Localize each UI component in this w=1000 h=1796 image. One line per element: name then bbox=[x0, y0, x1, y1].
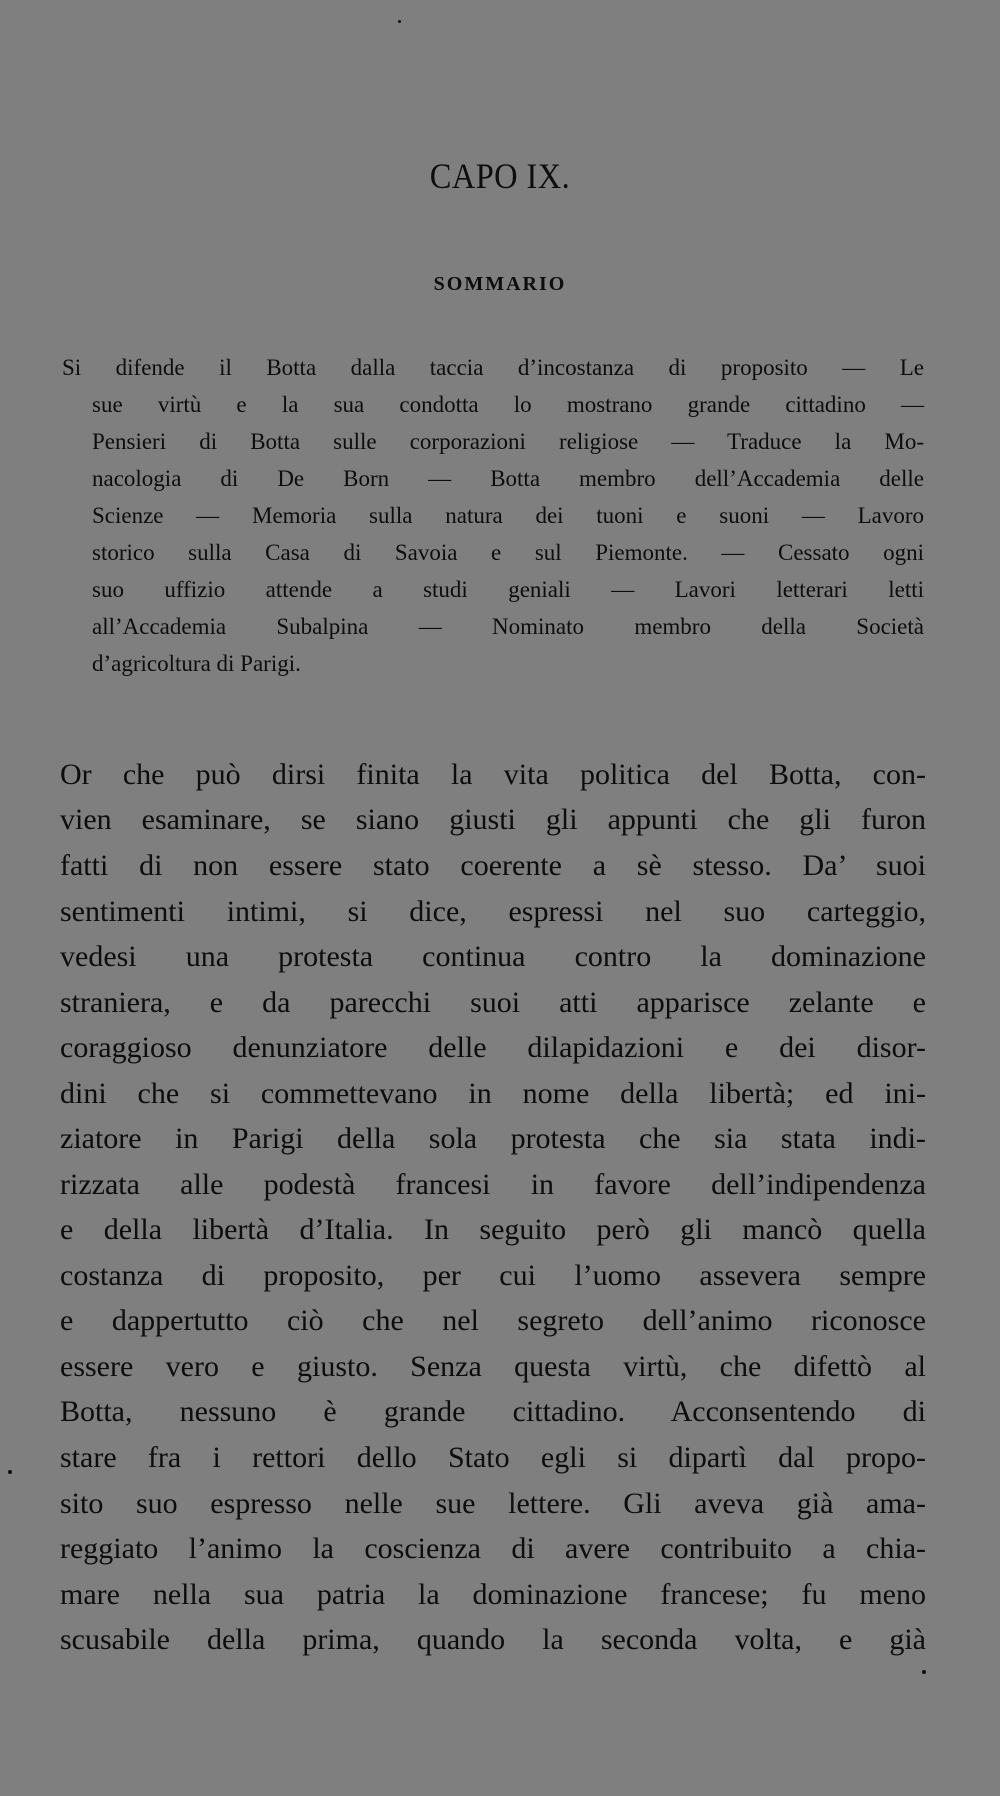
body-line: straniera, e da parecchi suoi atti apparisce zelante e bbox=[60, 986, 926, 1019]
body-line: sito suo espresso nelle sue lettere. Gli aveva già ama- bbox=[60, 1487, 926, 1520]
body-line: Or che può dirsi finita la vita politica del Botta, con- bbox=[60, 758, 926, 791]
body-line: essere vero e giusto. Senza questa virtù, che difettò al bbox=[60, 1350, 926, 1383]
summary-line: Scienze — Memoria sulla natura dei tuoni e suoni — Lavoro bbox=[92, 503, 924, 528]
summary-line: storico sulla Casa di Savoia e sul Piemonte. — Cessato ogni bbox=[92, 540, 924, 565]
body-line: e della libertà d’Italia. In seguito però gli mancò quella bbox=[60, 1213, 926, 1246]
body-line: e dappertutto ciò che nel segreto dell’animo riconosce bbox=[60, 1304, 926, 1337]
body-line: fatti di non essere stato coerente a sè stesso. Da’ suoi bbox=[60, 849, 926, 882]
body-line: mare nella sua patria la dominazione francese; fu meno bbox=[60, 1578, 926, 1611]
summary-line: all’Accademia Subalpina — Nominato membro della Società bbox=[92, 614, 924, 639]
summary-line: Pensieri di Botta sulle corporazioni religiose — Traduce la Mo- bbox=[92, 429, 924, 454]
summary-heading: SOMMARIO bbox=[433, 273, 567, 295]
body-line: rizzata alle podestà francesi in favore dell’indipendenza bbox=[60, 1168, 926, 1201]
body-line: dini che si commettevano in nome della libertà; ed ini- bbox=[60, 1077, 926, 1110]
body-line: ziatore in Parigi della sola protesta che sia stata indi- bbox=[60, 1122, 926, 1155]
scan-speck bbox=[922, 1670, 926, 1674]
body-line: coraggioso denunziatore delle dilapidazioni e dei disor- bbox=[60, 1031, 926, 1064]
body-line: Botta, nessuno è grande cittadino. Acconsentendo di bbox=[60, 1395, 926, 1428]
summary-line: suo uffizio attende a studi geniali — Lavori letterari letti bbox=[92, 577, 924, 602]
body-line: vedesi una protesta continua contro la dominazione bbox=[60, 940, 926, 973]
summary-line: d’agricoltura di Parigi. bbox=[92, 651, 301, 676]
summary-line: nacologia di De Born — Botta membro dell’Accademia delle bbox=[92, 466, 924, 491]
body-line: costanza di proposito, per cui l’uomo assevera sempre bbox=[60, 1259, 926, 1292]
body-line: scusabile della prima, quando la seconda volta, e già bbox=[60, 1623, 926, 1656]
body-line: stare fra i rettori dello Stato egli si dipartì dal propo- bbox=[60, 1441, 926, 1474]
body-line: vien esaminare, se siano giusti gli appunti che gli furon bbox=[60, 803, 926, 836]
body-line: sentimenti intimi, si dice, espressi nel suo carteggio, bbox=[60, 895, 926, 928]
summary-line: sue virtù e la sua condotta lo mostrano grande cittadino — bbox=[92, 392, 924, 417]
chapter-title: CAPO IX. bbox=[429, 156, 571, 196]
scan-speck bbox=[398, 20, 401, 23]
summary-line: Si difende il Botta dalla taccia d’incostanza di proposito — Le bbox=[62, 355, 924, 380]
scan-speck bbox=[8, 1470, 12, 1474]
body-line: reggiato l’animo la coscienza di avere contribuito a chia- bbox=[60, 1532, 926, 1565]
